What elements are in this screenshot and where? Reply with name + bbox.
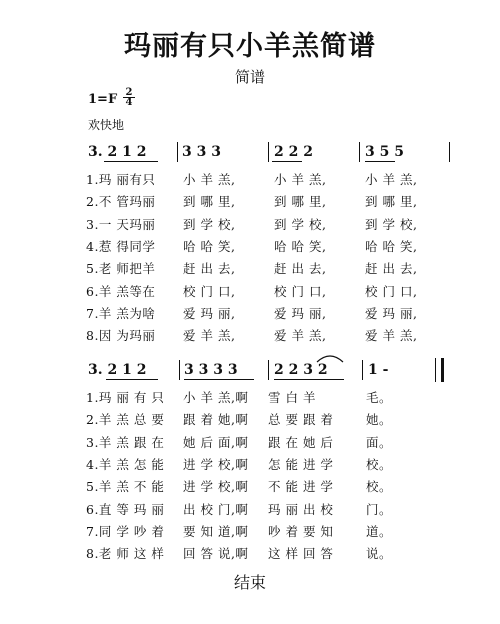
- lyric-cell: 7.羊 羔为啥: [86, 305, 156, 321]
- lyric-cell: 6.羊 羔等在: [86, 283, 156, 299]
- lyric-cell: 爱 羊 羔,: [365, 328, 418, 344]
- lyric-cell: 到 哪 里,: [274, 194, 327, 210]
- lyric-cell: 爱 羊 羔,: [274, 328, 327, 344]
- lyric-cell: 2.不 管玛丽: [86, 194, 156, 210]
- lyric-cell: 出 校 门,啊: [183, 501, 249, 517]
- lyric-cell: 1.玛 丽 有 只: [86, 390, 165, 405]
- lyric-cell: 校。: [366, 479, 393, 495]
- lyric-cell: 门。: [366, 501, 393, 517]
- lyric-cell: 面。: [366, 434, 393, 450]
- lyric-cell: 到 哪 里,: [183, 194, 236, 210]
- lyric-cell: 道。: [366, 523, 393, 539]
- lyric-cell: 小 羊 羔,: [274, 172, 327, 187]
- barline: [362, 360, 363, 380]
- final-barline-thin: [435, 358, 436, 382]
- lyric-cell: 吵 着 要 知: [268, 523, 334, 539]
- lyric-cell: 玛 丽 出 校: [268, 501, 334, 517]
- s1-measure-4: 3 5 5: [365, 144, 404, 160]
- lyric-cell: 4.惹 得同学: [86, 238, 156, 254]
- lyric-cell: 7.同 学 吵 着: [86, 523, 165, 539]
- barline: [449, 142, 450, 162]
- lyric-cell: 1.玛 丽有只: [86, 172, 156, 187]
- s2-measure-1: 3. 2 1 2: [88, 362, 147, 378]
- lyric-cell: 赶 出 去,: [365, 261, 418, 277]
- s2-measure-4: 1 -: [368, 362, 389, 378]
- barline: [177, 142, 178, 162]
- lyric-cell: 跟 着 她,啊: [183, 412, 249, 428]
- lyric-cell: 雪 白 羊: [268, 390, 316, 405]
- barline: [179, 360, 180, 380]
- lyric-cell: 6.直 等 玛 丽: [86, 501, 165, 517]
- lyric-cell: 到 学 校,: [274, 216, 327, 232]
- lyric-cell: 校 门 口,: [365, 283, 418, 299]
- final-barline-thick: [441, 358, 444, 382]
- page-subtitle: 简谱: [234, 68, 265, 86]
- lyric-cell: 说。: [366, 546, 393, 562]
- lyric-cell: 校 门 口,: [274, 283, 327, 299]
- lyric-cell: 哈 哈 笑,: [183, 238, 236, 254]
- lyric-cell: 毛。: [366, 390, 393, 405]
- lyric-cell: 小 羊 羔,啊: [183, 390, 249, 405]
- lyric-cell: 进 学 校,啊: [183, 456, 249, 472]
- lyric-cell: 8.老 师 这 样: [86, 546, 165, 562]
- key-signature: 1=F: [88, 92, 118, 107]
- lyric-cell: 到 学 校,: [183, 216, 236, 232]
- lyric-cell: 3.一 天玛丽: [86, 216, 156, 232]
- lyric-cell: 哈 哈 笑,: [274, 238, 327, 254]
- lyric-cell: 哈 哈 笑,: [365, 238, 418, 254]
- lyric-cell: 小 羊 羔,: [183, 172, 236, 187]
- tempo-marking: 欢快地: [88, 118, 125, 132]
- barline: [359, 142, 360, 162]
- lyric-cell: 5.羊 羔 不 能: [86, 479, 165, 495]
- s2-measure-2: 3 3 3 3: [184, 362, 238, 378]
- barline: [268, 360, 269, 380]
- time-signature-bottom: 4: [125, 97, 133, 108]
- lyric-cell: 3.羊 羔 跟 在: [86, 434, 165, 450]
- lyric-cell: 赶 出 去,: [183, 261, 236, 277]
- lyric-cell: 8.因 为玛丽: [86, 328, 156, 344]
- s1-measure-3: 2 2 2: [274, 144, 313, 160]
- lyric-cell: 她。: [366, 412, 393, 428]
- lyric-cell: 跟 在 她 后: [268, 434, 334, 450]
- lyric-cell: 爱 玛 丽,: [274, 305, 327, 321]
- lyric-cell: 到 哪 里,: [365, 194, 418, 210]
- lyric-cell: 爱 玛 丽,: [183, 305, 236, 321]
- lyric-cell: 进 学 校,啊: [183, 479, 249, 495]
- lyric-cell: 校。: [366, 456, 393, 472]
- s1-measure-1: 3. 2 1 2: [88, 144, 147, 160]
- s1-measure-2: 3 3 3: [182, 144, 221, 160]
- lyric-cell: 2.羊 羔 总 要: [86, 412, 165, 428]
- lyric-cell: 赶 出 去,: [274, 261, 327, 277]
- s2-measure-3: 2 2 3 2: [274, 362, 328, 378]
- page-title: 玛丽有只小羊羔简谱: [124, 31, 376, 62]
- lyric-cell: 爱 羊 羔,: [183, 328, 236, 344]
- lyric-cell: 校 门 口,: [183, 283, 236, 299]
- lyric-cell: 到 学 校,: [365, 216, 418, 232]
- lyric-cell: 不 能 进 学: [268, 479, 334, 495]
- lyric-cell: 4.羊 羔 怎 能: [86, 456, 165, 472]
- slur-mark: [315, 350, 345, 364]
- ending-text: 结束: [233, 573, 266, 592]
- lyric-cell: 总 要 跟 着: [268, 412, 334, 428]
- lyric-cell: 这 样 回 答: [268, 546, 334, 562]
- lyric-cell: 小 羊 羔,: [365, 172, 418, 187]
- barline: [268, 142, 269, 162]
- lyric-cell: 她 后 面,啊: [183, 434, 249, 450]
- lyric-cell: 回 答 说,啊: [183, 546, 249, 562]
- lyric-cell: 怎 能 进 学: [268, 456, 334, 472]
- time-signature-top: 2: [125, 87, 133, 98]
- lyric-cell: 要 知 道,啊: [183, 523, 249, 539]
- time-signature: [122, 88, 136, 107]
- lyric-cell: 5.老 师把羊: [86, 261, 156, 277]
- lyric-cell: 爱 玛 丽,: [365, 305, 418, 321]
